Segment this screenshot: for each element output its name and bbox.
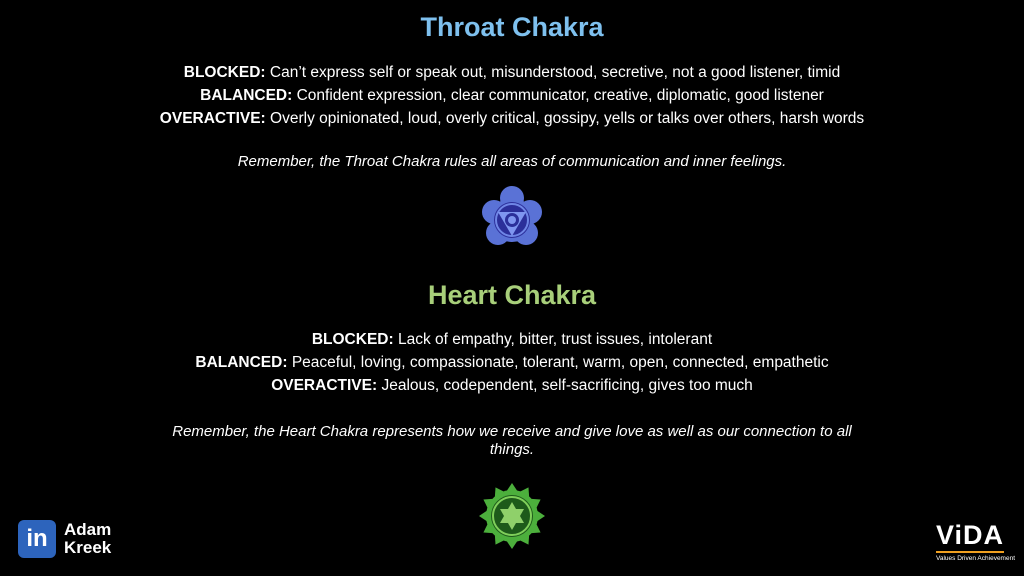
heart-chakra-note: Remember, the Heart Chakra represents how we receive and give love as well as our connection to all things. bbox=[172, 423, 852, 458]
heart-overactive-line bbox=[0, 374, 1024, 397]
vida-accent-bar bbox=[936, 551, 1004, 553]
throat-blocked-line bbox=[0, 61, 1024, 84]
balanced-label: BALANCED: bbox=[200, 87, 293, 104]
heart-chakra-symbol-icon bbox=[478, 482, 546, 550]
overactive-label: OVERACTIVE: bbox=[159, 110, 266, 127]
heart-chakra-title bbox=[0, 279, 1024, 311]
vida-tagline: Values Driven Achievement bbox=[936, 555, 1016, 562]
balanced-label: BALANCED: bbox=[195, 354, 288, 371]
blocked-label: BLOCKED: bbox=[311, 331, 394, 348]
overactive-label: OVERACTIVE: bbox=[271, 377, 378, 394]
blocked-label: BLOCKED: bbox=[183, 64, 266, 81]
author-last-name: Kreek bbox=[64, 538, 112, 557]
author-name bbox=[64, 521, 111, 557]
throat-chakra-descriptions bbox=[0, 61, 1024, 130]
author-first-name: Adam bbox=[64, 520, 112, 539]
throat-chakra-heading: Throat Chakra bbox=[420, 12, 604, 42]
heart-blocked-line bbox=[0, 328, 1024, 351]
overactive-text: Overly opinionated, loud, overly critical, gossipy, yells or talks over others, harsh words bbox=[265, 110, 865, 127]
overactive-text: Jealous, codependent, self-sacrificing, gives too much bbox=[377, 377, 753, 394]
throat-balanced-line bbox=[0, 84, 1024, 107]
balanced-text: Confident expression, clear communicator, creative, diplomatic, good listener bbox=[292, 87, 824, 104]
throat-overactive-line bbox=[0, 107, 1024, 130]
heart-balanced-line bbox=[0, 351, 1024, 374]
heart-chakra-descriptions bbox=[0, 328, 1024, 397]
blocked-text: Can’t express self or speak out, misunderstood, secretive, not a good listener, timid bbox=[265, 64, 841, 81]
throat-chakra-note: Remember, the Throat Chakra rules all areas of communication and inner feelings. bbox=[237, 153, 787, 170]
blocked-text: Lack of empathy, bitter, trust issues, intolerant bbox=[393, 331, 713, 348]
heart-chakra-heading: Heart Chakra bbox=[427, 280, 597, 310]
balanced-text: Peaceful, loving, compassionate, tolerant, warm, open, connected, empathetic bbox=[287, 354, 829, 371]
vida-wordmark: ViDA bbox=[936, 520, 1005, 550]
linkedin-badge[interactable] bbox=[18, 520, 111, 558]
vida-logo bbox=[936, 520, 1016, 562]
throat-chakra-title bbox=[0, 11, 1024, 43]
linkedin-icon: in bbox=[18, 520, 56, 558]
throat-chakra-symbol-icon bbox=[478, 184, 546, 252]
